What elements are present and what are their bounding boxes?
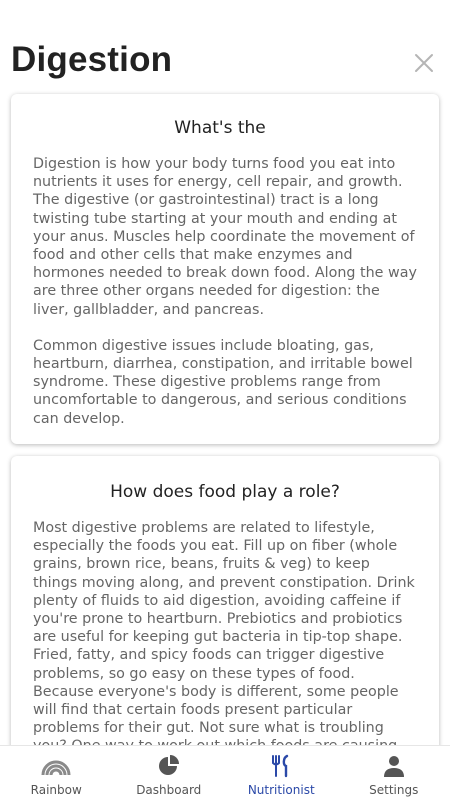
tab-label: Rainbow: [30, 783, 82, 797]
tab-settings[interactable]: [338, 746, 450, 800]
tab-dashboard[interactable]: [113, 746, 226, 800]
page-title: Digestion: [11, 40, 173, 79]
fork-knife-icon: [266, 753, 296, 779]
card-paragraph: Common digestive issues include bloating, gas, heartburn, diarrhea, constipation, and irritable bowel syndrome. These digestive problems range from uncomfortable to dangerous, and serious conditions can develop.: [33, 337, 413, 427]
tab-label: Nutritionist: [247, 783, 315, 797]
card-paragraph: Most digestive problems are related to lifestyle, especially the foods you eat. Fill up on fiber (whole grains, brown rice, beans, fruits & veg) to keep things moving along, and prevent constipation. Drink plenty of fluids to aid digestion, avoiding caffeine if you're prone to heartburn. Prebiotics and probiotics are useful for keeping gut bacteria in tip-top shape. Fried, fatty, and spicy foods can trigger digestive problems, so go easy on these types of food. Because everyone's body is different, some people will find that certain foods present particular problems for their gut. Not sure what is troubling: [33, 520, 415, 737]
card-body: [33, 519, 417, 774]
tab-nutritionist[interactable]: [225, 746, 338, 800]
card-title: How does food play a role?: [110, 482, 340, 502]
pie-chart-icon: [154, 753, 184, 779]
tab-label: Settings: [369, 783, 419, 797]
header: [0, 0, 450, 90]
card-body: [33, 155, 417, 428]
bottom-tab-bar: [0, 745, 450, 800]
close-icon: [412, 51, 436, 75]
card-title: What's the: [174, 118, 266, 138]
close-button[interactable]: [412, 51, 436, 75]
info-card-food-role: [11, 456, 439, 786]
tab-rainbow[interactable]: [0, 746, 113, 800]
card-paragraph: Digestion is how your body turns food you eat into nutrients it uses for energy, cell repair, and growth. The digestive (or gastrointestinal) tract is a long twisting tube starting at your mouth and ending at your anus. Muscles help coordinate the movement of food and other cells that make enzymes and hormones needed to break down food. Along the way are three other organs needed for digestion: the liver, gallbladder, and pancreas.: [33, 156, 417, 318]
info-card-what: [11, 94, 439, 444]
user-icon: [379, 753, 409, 779]
content-scroll[interactable]: [0, 90, 450, 745]
rainbow-icon: [41, 753, 71, 779]
tab-label: Dashboard: [136, 783, 202, 797]
